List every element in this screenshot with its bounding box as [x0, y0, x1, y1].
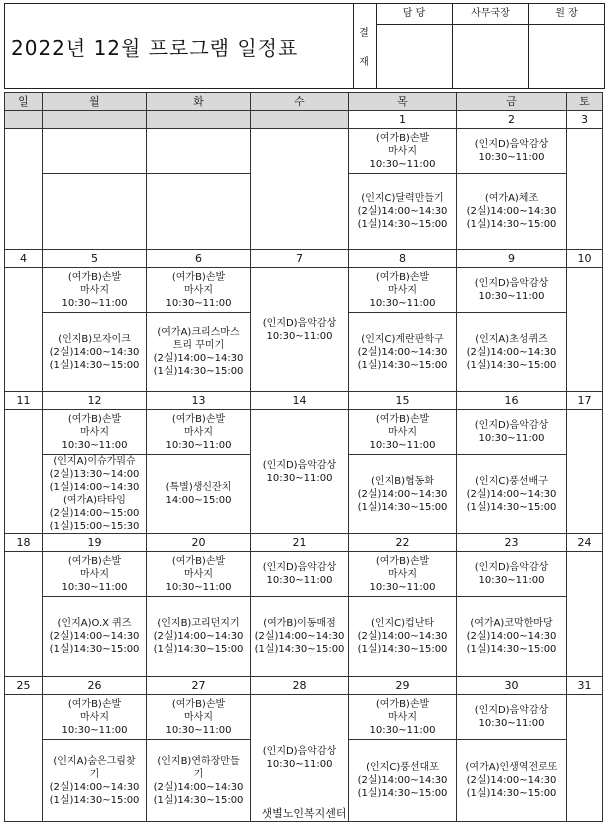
- center-name: 샛별노인복지센터: [261, 807, 347, 820]
- date-cell: 9: [457, 250, 567, 268]
- empty-cell: [5, 695, 43, 822]
- event-am: (여가B)손발 마사지 10:30~11:00: [43, 695, 147, 740]
- date-cell: 15: [349, 392, 457, 410]
- event-pm: (인지B)연하장만들 기 (2실)14:00~14:30 (1실)14:30~15:00: [147, 740, 251, 822]
- date-row: [5, 392, 603, 410]
- approval-head: 담 당: [376, 4, 452, 25]
- date-cell: 18: [5, 534, 43, 552]
- date-cell: 21: [251, 534, 349, 552]
- date-cell: 17: [567, 392, 603, 410]
- event-am: (여가B)손발 마사지 10:30~11:00: [147, 268, 251, 313]
- date-cell: 16: [457, 392, 567, 410]
- empty-cell: [147, 174, 251, 250]
- empty-cell: [43, 174, 147, 250]
- date-cell: 5: [43, 250, 147, 268]
- date-cell: [147, 111, 251, 129]
- weekday-mon: 월: [43, 93, 147, 111]
- event-pm: (인지A)이슈가뭐슈 (2실)13:30~14:00 (1실)14:00~14:30 (여가A)타타임 (2실)14:00~15:00 (1실)15:00~15:30: [43, 455, 147, 534]
- event-am: (여가B)손발 마사지 10:30~11:00: [43, 410, 147, 455]
- event-pm: (인지C)달력만들기 (2실)14:00~14:30 (1실)14:30~15:00: [349, 174, 457, 250]
- event-am: (인지D)음악감상 10:30~11:00: [457, 552, 567, 597]
- date-cell: 31: [567, 677, 603, 695]
- event-cell: (인지D)음악감상 10:30~11:00: [251, 695, 349, 822]
- event-am: (여가B)손발 마사지 10:30~11:00: [147, 410, 251, 455]
- event-am: (인지D)음악감상 10:30~11:00: [457, 129, 567, 174]
- empty-cell: [567, 695, 603, 822]
- page-title: 2022년 12월 프로그램 일정표: [11, 35, 299, 60]
- date-row: [5, 250, 603, 268]
- event-pm: (인지B)협동화 (2실)14:00~14:30 (1실)14:30~15:00: [349, 455, 457, 534]
- date-row: [5, 111, 603, 129]
- am-row: [5, 410, 603, 455]
- approval-label: [352, 4, 377, 88]
- weekday-sun: 일: [5, 93, 43, 111]
- date-cell: [43, 111, 147, 129]
- empty-cell: [5, 552, 43, 677]
- am-row: [5, 695, 603, 740]
- empty-cell: [251, 129, 349, 250]
- calendar-body: [5, 111, 603, 822]
- event-pm: (인지A)숨은그림찾 기 (2실)14:00~14:30 (1실)14:30~15:00: [43, 740, 147, 822]
- approval-label-top: 결: [359, 28, 369, 39]
- event-pm: (인지B)고리던지기 (2실)14:00~14:30 (1실)14:30~15:00: [147, 597, 251, 677]
- event-am: (인지D)음악감상 10:30~11:00: [457, 410, 567, 455]
- approval-head: 원 장: [529, 4, 604, 25]
- approval-col-manager: [453, 4, 529, 88]
- date-cell: 4: [5, 250, 43, 268]
- event-pm: (인지A)O.X 퀴즈 (2실)14:00~14:30 (1실)14:30~15:00: [43, 597, 147, 677]
- am-row: [5, 552, 603, 597]
- date-cell: 13: [147, 392, 251, 410]
- approval-box: [352, 3, 605, 89]
- date-cell: 3: [567, 111, 603, 129]
- event-pm: (인지C)풍선배구 (2실)14:00~14:30 (1실)14:30~15:00: [457, 455, 567, 534]
- event-am: (여가B)손발 마사지 10:30~11:00: [147, 552, 251, 597]
- calendar-table: [4, 92, 603, 822]
- date-row: [5, 677, 603, 695]
- pm-row: [5, 597, 603, 677]
- date-cell: 23: [457, 534, 567, 552]
- approval-label-bottom: 재: [359, 57, 369, 68]
- date-cell: 24: [567, 534, 603, 552]
- event-am: (인지D)음악감상 10:30~11:00: [251, 552, 349, 597]
- event-am: (여가B)손발 마사지 10:30~11:00: [349, 695, 457, 740]
- date-cell: 22: [349, 534, 457, 552]
- event-pm: (특별)생신잔치 14:00~15:00: [147, 455, 251, 534]
- event-pm: (인지C)컵난타 (2실)14:00~14:30 (1실)14:30~15:00: [349, 597, 457, 677]
- event-am: (여가B)손발 마사지 10:30~11:00: [349, 268, 457, 313]
- date-cell: 27: [147, 677, 251, 695]
- weekday-fri: 금: [457, 93, 567, 111]
- date-cell: 14: [251, 392, 349, 410]
- empty-cell: [567, 129, 603, 250]
- event-pm: (인지B)모자이크 (2실)14:00~14:30 (1실)14:30~15:00: [43, 313, 147, 392]
- weekday-thu: 목: [349, 93, 457, 111]
- event-am: (인지D)음악감상 10:30~11:00: [457, 268, 567, 313]
- date-cell: 30: [457, 677, 567, 695]
- date-cell: 12: [43, 392, 147, 410]
- date-cell: 26: [43, 677, 147, 695]
- date-cell: 6: [147, 250, 251, 268]
- date-cell: 11: [5, 392, 43, 410]
- empty-cell: [5, 268, 43, 392]
- empty-cell: [43, 129, 147, 174]
- event-pm: (여가A)코막한마당 (2실)14:00~14:30 (1실)14:30~15:00: [457, 597, 567, 677]
- title-box: [4, 3, 354, 89]
- event-pm: (인지C)풍선대포 (2실)14:00~14:30 (1실)14:30~15:00: [349, 740, 457, 822]
- weekday-sat: 토: [567, 93, 603, 111]
- date-cell: 20: [147, 534, 251, 552]
- date-row: [5, 534, 603, 552]
- empty-cell: [567, 410, 603, 534]
- event-cell: (인지D)음악감상 10:30~11:00: [251, 268, 349, 392]
- event-am: (여가B)손발 마사지 10:30~11:00: [349, 552, 457, 597]
- empty-cell: [5, 129, 43, 250]
- date-cell: 28: [251, 677, 349, 695]
- date-cell: 19: [43, 534, 147, 552]
- weekday-wed: 수: [251, 93, 349, 111]
- approval-col-director: [529, 4, 604, 88]
- date-cell: 25: [5, 677, 43, 695]
- date-cell: [251, 111, 349, 129]
- event-am: (여가B)손발 마사지 10:30~11:00: [43, 268, 147, 313]
- event-am: (인지D)음악감상 10:30~11:00: [457, 695, 567, 740]
- date-cell: 8: [349, 250, 457, 268]
- event-pm: (여가A)인생역전로또 (2실)14:00~14:30 (1실)14:30~15:00: [457, 740, 567, 822]
- event-pm: (여가A)크리스마스 트리 꾸미기 (2실)14:00~14:30 (1실)14:30~15:00: [147, 313, 251, 392]
- event-cell: (인지D)음악감상 10:30~11:00: [251, 410, 349, 534]
- weekday-header: [5, 93, 603, 111]
- date-cell: 2: [457, 111, 567, 129]
- date-cell: 1: [349, 111, 457, 129]
- empty-cell: [5, 410, 43, 534]
- event-am: (여가B)손발 마사지 10:30~11:00: [147, 695, 251, 740]
- approval-col-staff: [376, 4, 453, 88]
- date-cell: 10: [567, 250, 603, 268]
- am-row: [5, 129, 603, 174]
- am-row: [5, 268, 603, 313]
- event-pm: (인지C)계란판학구 (2실)14:00~14:30 (1실)14:30~15:00: [349, 313, 457, 392]
- date-cell: 29: [349, 677, 457, 695]
- event-am: (여가B)손발 마사지 10:30~11:00: [43, 552, 147, 597]
- event-am: (여가B)손발 마사지 10:30~11:00: [349, 410, 457, 455]
- date-cell: [5, 111, 43, 129]
- empty-cell: [567, 552, 603, 677]
- weekday-tue: 화: [147, 93, 251, 111]
- event-pm: (여가B)이동매점 (2실)14:00~14:30 (1실)14:30~15:00: [251, 597, 349, 677]
- empty-cell: [147, 129, 251, 174]
- empty-cell: [567, 268, 603, 392]
- event-pm: (인지A)초성퀴즈 (2실)14:00~14:30 (1실)14:30~15:00: [457, 313, 567, 392]
- event-am: (여가B)손발 마사지 10:30~11:00: [349, 129, 457, 174]
- date-cell: 7: [251, 250, 349, 268]
- event-pm: (여가A)체조 (2실)14:00~14:30 (1실)14:30~15:00: [457, 174, 567, 250]
- approval-head: 사무국장: [453, 4, 528, 25]
